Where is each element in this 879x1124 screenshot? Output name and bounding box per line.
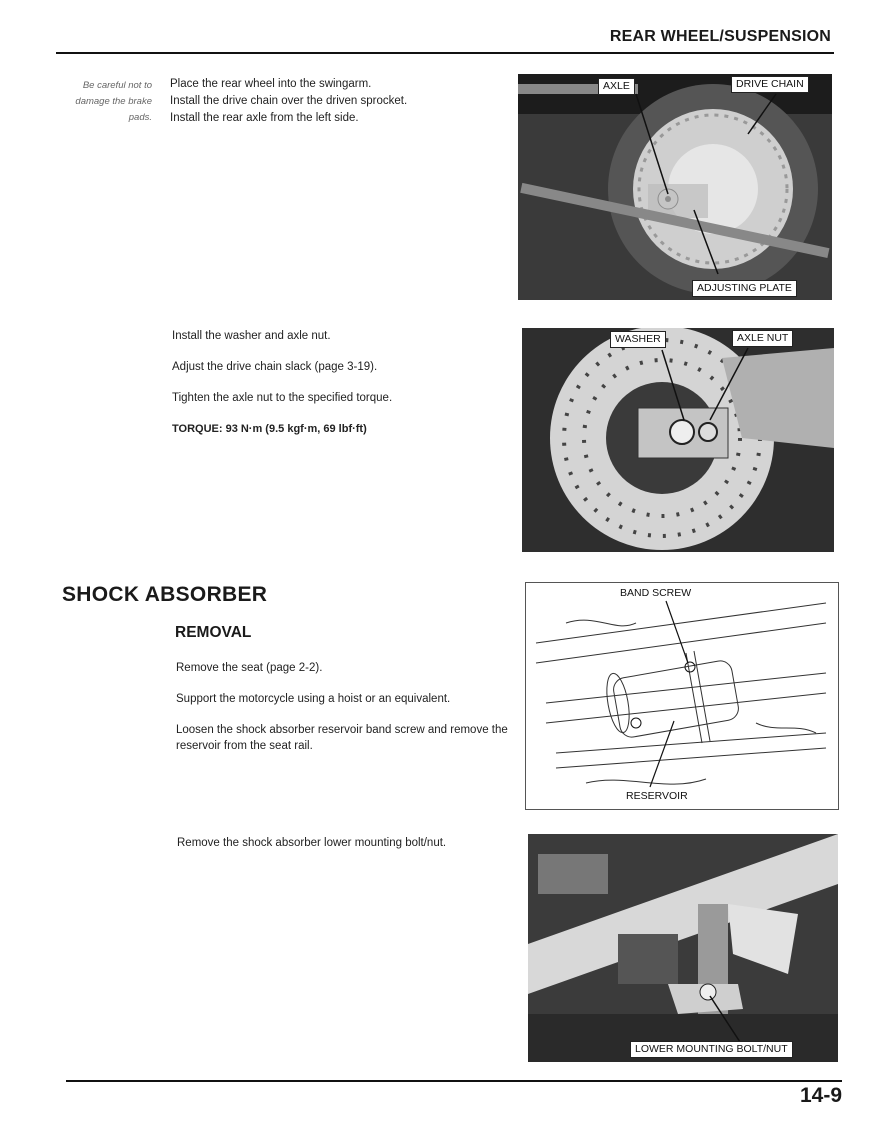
page-header-title: REAR WHEEL/SUSPENSION xyxy=(609,28,831,45)
section-title: SHOCK ABSORBER xyxy=(62,583,268,606)
subsection-title: REMOVAL xyxy=(175,624,252,641)
callout-lower-mounting-bolt-nut: LOWER MOUNTING BOLT/NUT xyxy=(630,1041,793,1058)
rear-axle-illustration xyxy=(518,74,832,300)
callout-axle-nut: AXLE NUT xyxy=(732,330,793,347)
caution-note: Be careful not to damage the brake pads. xyxy=(75,80,152,123)
step-text: Loosen the shock absorber reservoir band screw and remove the reservoir from the seat rail. xyxy=(176,724,508,752)
lower-mount-illustration xyxy=(528,834,838,1062)
step-text: Support the motorcycle using a hoist or an equivalent. xyxy=(176,693,451,705)
reservoir-line-drawing xyxy=(526,583,838,809)
step-text: Install the rear axle from the left side. xyxy=(170,112,359,124)
step-text: Adjust the drive chain slack (page 3-19). xyxy=(172,361,378,373)
callout-band-screw: BAND SCREW xyxy=(620,587,692,599)
figure-lower-mount-photo xyxy=(528,834,838,1062)
steps-axle-nut xyxy=(172,330,392,454)
figure-axle-nut-photo xyxy=(522,328,834,552)
callout-reservoir: RESERVOIR xyxy=(626,790,688,802)
figure-rear-axle-photo xyxy=(518,74,832,300)
footer-rule xyxy=(66,1080,842,1082)
callout-adjusting-plate: ADJUSTING PLATE xyxy=(692,280,797,297)
step-text: Remove the seat (page 2-2). xyxy=(176,662,323,674)
steps-install-wheel xyxy=(170,76,407,127)
step-text: Install the drive chain over the driven sprocket. xyxy=(170,95,408,107)
axle-nut-illustration xyxy=(522,328,834,552)
callout-washer: WASHER xyxy=(610,331,666,348)
step-text: Tighten the axle nut to the specified torque. xyxy=(172,392,393,404)
step-text: Place the rear wheel into the swingarm. xyxy=(170,78,372,90)
page-number: 14-9 xyxy=(799,1084,842,1107)
callout-drive-chain: DRIVE CHAIN xyxy=(731,76,809,93)
steps-removal xyxy=(176,660,516,769)
step-text: Install the washer and axle nut. xyxy=(172,330,331,342)
torque-spec: TORQUE: 93 N·m (9.5 kgf·m, 69 lbf·ft) xyxy=(172,423,367,435)
step-lower-mounting: Remove the shock absorber lower mounting bolt/nut. xyxy=(177,837,447,849)
callout-axle: AXLE xyxy=(598,78,635,95)
header-rule xyxy=(56,52,834,54)
figure-reservoir-drawing xyxy=(525,582,839,810)
